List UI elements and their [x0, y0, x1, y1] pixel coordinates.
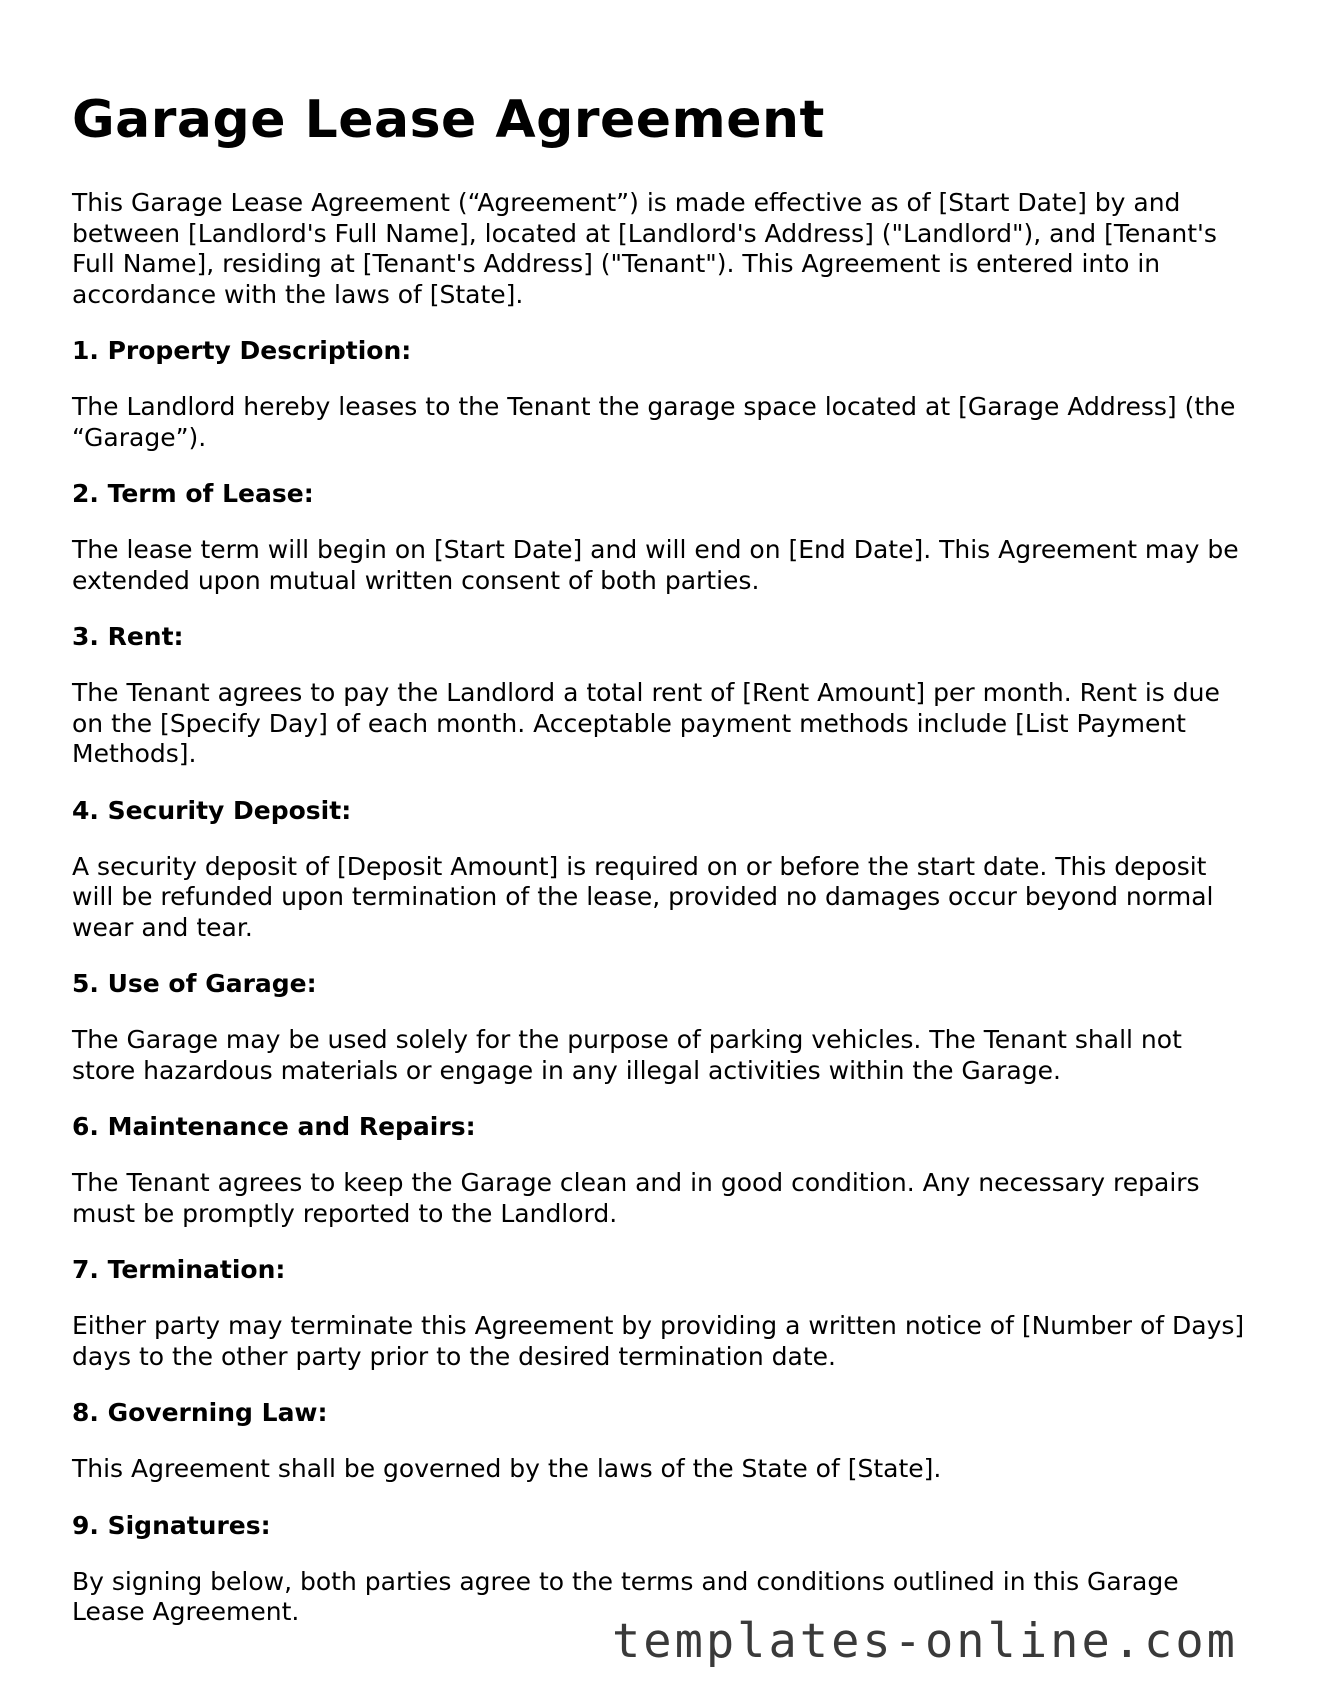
section-body: The Tenant agrees to keep the Garage clean and in good condition. Any necessary repairs must be promptly reported to the Landlord. — [72, 1168, 1200, 1228]
section-body: By signing below, both parties agree to the terms and conditions outlined in this Garage Lease Agreement. — [72, 1566, 1179, 1626]
section-body: The Garage may be used solely for the purpose of parking vehicles. The Tenant shall not store hazardous materials or engage in any illegal activities within the Garage. — [72, 1025, 1182, 1085]
section-term-of-lease — [72, 479, 1252, 596]
section-heading: 7. Termination: — [72, 1255, 286, 1284]
section-body: The Tenant agrees to pay the Landlord a total rent of [Rent Amount] per month. Rent is due on the [Specify Day] of each month. Acceptable payment methods include [List Payment Methods]. — [72, 678, 1220, 768]
section-heading: 1. Property Description: — [72, 336, 412, 365]
section-heading: 9. Signatures: — [72, 1510, 271, 1540]
section-rent — [72, 622, 1252, 770]
section-body: This Agreement shall be governed by the laws of the State of [State]. — [72, 1454, 942, 1483]
section-property-description — [72, 336, 1252, 453]
section-security-deposit — [72, 796, 1252, 944]
section-heading: 6. Maintenance and Repairs: — [72, 1112, 476, 1141]
section-body: The lease term will begin on [Start Date] and will end on [End Date]. This Agreement may be extended upon mutual written consent of both parties. — [72, 535, 1239, 595]
section-termination — [72, 1255, 1252, 1372]
document-page — [72, 88, 1252, 1654]
section-body: A security deposit of [Deposit Amount] is required on or before the start date. This deposit will be refunded upon termination of the lease, provided no damages occur beyond normal wear and tear. — [72, 851, 1214, 942]
section-body: The Landlord hereby leases to the Tenant the garage space located at [Garage Address] (the “Garage”). — [72, 392, 1236, 452]
section-heading: 5. Use of Garage: — [72, 969, 317, 998]
section-signatures — [72, 1511, 1252, 1628]
section-maintenance-and-repairs — [72, 1112, 1252, 1229]
watermark-text: templates-online.com — [612, 1614, 1238, 1669]
section-heading: 2. Term of Lease: — [72, 479, 314, 508]
intro-paragraph: This Garage Lease Agreement (“Agreement”) is made effective as of [Start Date] by and between [Landlord's Full Name], located at [Landlord's Address] ("Landlord"), and [Tenant's Full Name], residing at [Tenant's Address] ("Tenant"). This Agreement is entered into in accordance with the laws of [State]. — [72, 188, 1217, 309]
section-body: Either party may terminate this Agreement by providing a written notice of [Number of Days] days to the other party prior to the desired termination date. — [72, 1311, 1245, 1371]
document-title: Garage Lease Agreement — [72, 90, 825, 150]
section-use-of-garage — [72, 969, 1252, 1086]
section-heading: 8. Governing Law: — [72, 1398, 328, 1427]
section-governing-law — [72, 1398, 1252, 1485]
section-heading: 4. Security Deposit: — [72, 795, 352, 825]
section-heading: 3. Rent: — [72, 622, 184, 651]
